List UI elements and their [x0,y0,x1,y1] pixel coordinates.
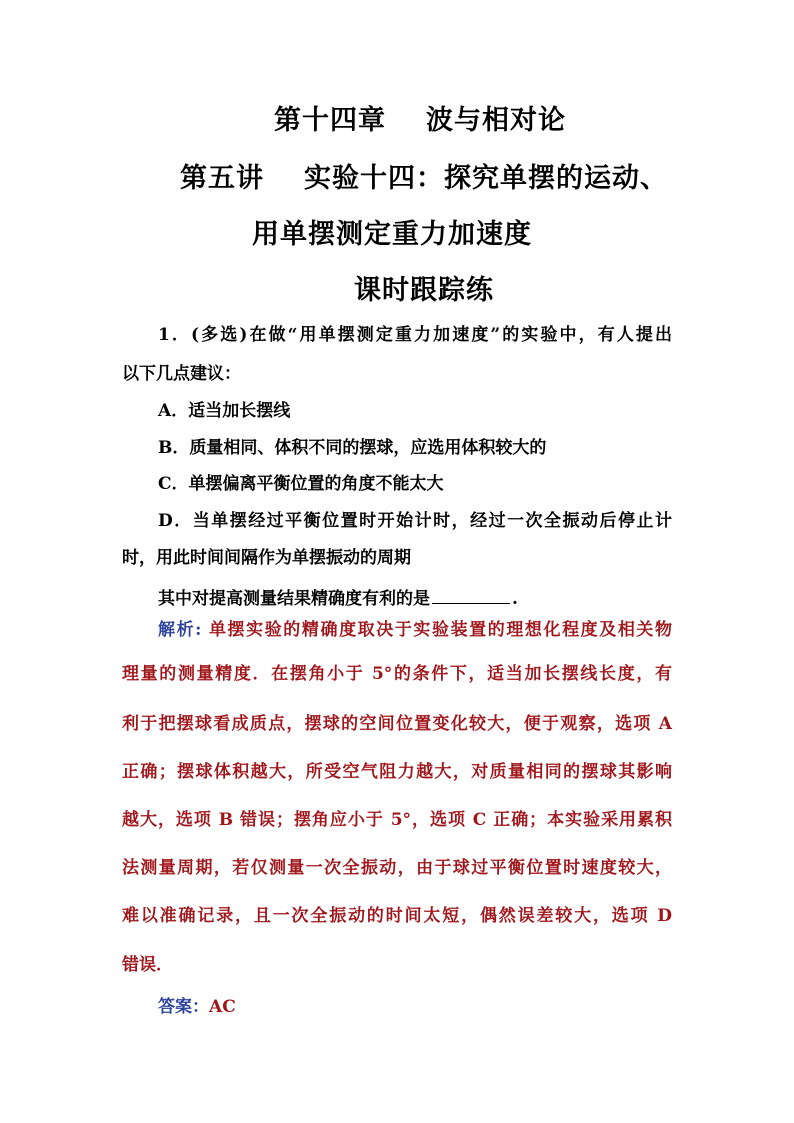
question-number: 1． [158,325,192,345]
analysis-line-2: 理量的测量精度．在摆角小于 5°的条件下，适当加长摆线长度，有 [122,664,672,684]
page-subtitle: 课时跟踪练 [354,275,494,306]
analysis-line-4: 正确；摆球体积越大，所受空气阻力越大，对质量相同的摆球其影响 [122,762,672,782]
question-line-2: 以下几点建议： [122,364,241,384]
analysis-text: 单摆实验的精确度取决于实验装置的理想化程度及相关物 [208,620,673,640]
analysis-line-6: 法测量周期，若仅测量一次全振动，由于球过平衡位置时速度较大， [122,858,672,878]
question-ask [158,587,518,608]
option-a: A．适当加长摆线 [158,401,291,421]
lecture-title-continued: 用单摆测定重力加速度 [252,219,532,250]
analysis-line-5: 越大，选项 B 错误；摆角应小于 5°，选项 C 正确；本实验采用累积 [122,810,672,830]
option-c: C．单摆偏离平衡位置的角度不能太大 [158,474,444,494]
option-d-continued: 时，用此时间间隔作为单摆振动的周期 [122,548,411,568]
question-tag: (多选) [191,325,248,345]
chapter-title: 波与相对论 [426,105,566,136]
chapter-number: 第十四章 [274,105,386,136]
answer-blank [432,587,510,604]
answer-value: AC [209,997,236,1017]
question-ask-end: . [512,589,518,609]
lecture-number: 第五讲 [180,163,264,194]
answer-line [158,999,236,1016]
question-text: 在做“用单摆测定重力加速度”的实验中，有人提出 [247,325,672,345]
analysis-line-3: 利于把摆球看成质点，摆球的空间位置变化较大，便于观察，选项 A [122,714,672,734]
lecture-title: 实验十四：探究单摆的运动、 [304,163,668,194]
chapter-heading [274,98,566,137]
analysis-line-7: 难以准确记录，且一次全振动的时间太短，偶然误差较大，选项 D [122,906,672,926]
option-d: D．当单摆经过平衡位置时开始计时，经过一次全振动后停止计 [158,511,672,531]
analysis-line-1 [158,622,672,639]
question-ask-text: 其中对提高测量结果精确度有利的是 [158,589,430,609]
analysis-line-8: 错误． [122,955,173,975]
analysis-label: 解析 [158,620,196,640]
answer-label: 答案： [158,997,209,1017]
lecture-heading [180,156,668,195]
option-b: B．质量相同、体积不同的摆球，应选用体积较大的 [158,438,547,458]
question-line-1 [158,327,672,344]
analysis-colon: : [195,620,202,640]
